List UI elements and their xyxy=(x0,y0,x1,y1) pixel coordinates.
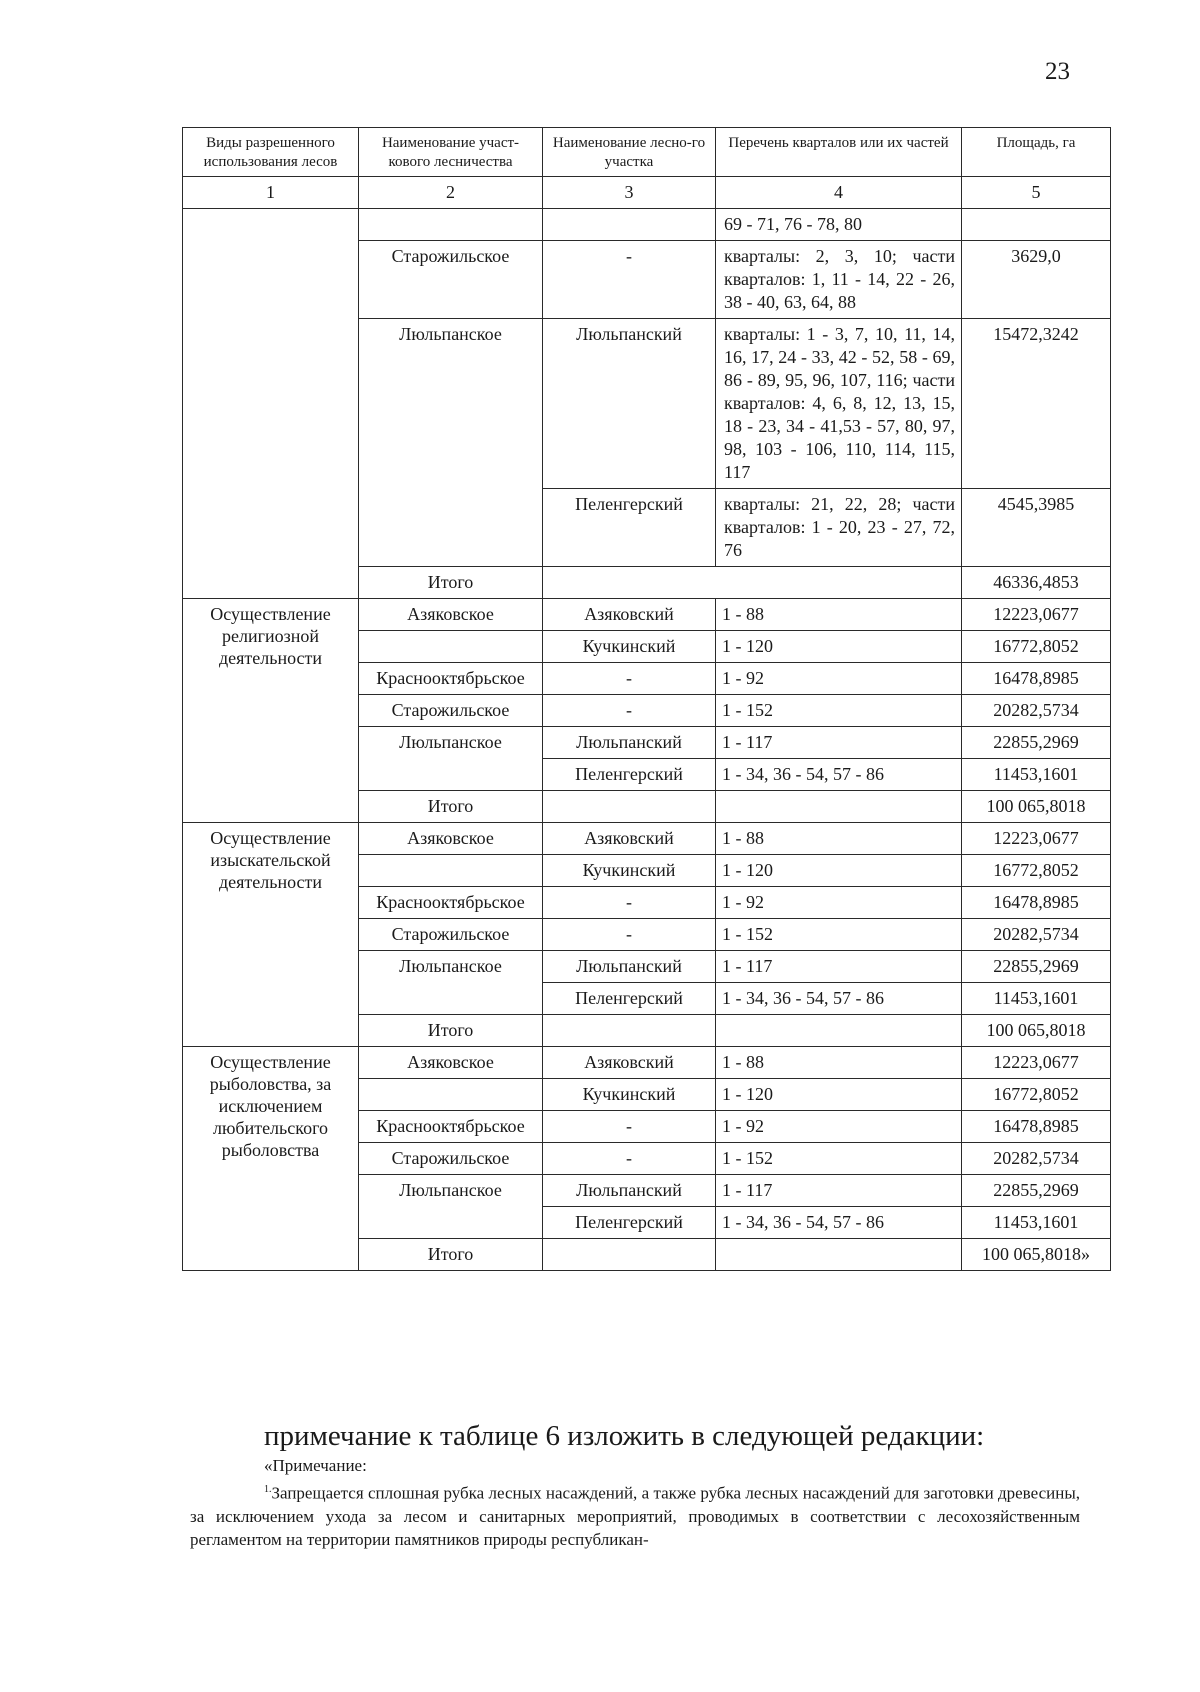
total-label: Итого xyxy=(359,567,543,599)
area-cell: 16478,8985 xyxy=(962,663,1111,695)
usage-cell-empty xyxy=(183,209,359,599)
plot-cell: Кучкинский xyxy=(543,855,716,887)
header-forestry: Наименование участ-кового лесничества xyxy=(359,128,543,177)
plot-cell: Пеленгерский xyxy=(543,983,716,1015)
quarters-cell: 1 - 117 xyxy=(716,1175,962,1207)
total-empty xyxy=(543,1239,716,1271)
quarters-cell: 1 - 152 xyxy=(716,695,962,727)
quarters-cell: 1 - 88 xyxy=(716,823,962,855)
total-area: 100 065,8018 xyxy=(962,791,1111,823)
total-label: Итого xyxy=(359,1239,543,1271)
header-area: Площадь, га xyxy=(962,128,1111,177)
plot-cell: Азяковский xyxy=(543,823,716,855)
area-cell: 16478,8985 xyxy=(962,1111,1111,1143)
table-row xyxy=(183,1047,1111,1079)
forestry-cell: Люльпанское xyxy=(359,727,543,791)
quarters-cell: кварталы: 1 - 3, 7, 10, 11, 14, 16, 17, 24 - 33, 42 - 52, 58 - 69, 86 - 89, 95, 96, 107, 116; части кварталов: 4, 6, 8, 12, 13, 15, 18 - 23, 34 - 41,53 - 57, 80, 97, 98, 103 - 106, 110, 114, 115, 117 xyxy=(716,319,962,489)
forestry-cell: Старожильское xyxy=(359,1143,543,1175)
usage-cell: Осуществление изыскательской деятельности xyxy=(183,823,359,1047)
quarters-cell: 69 - 71, 76 - 78, 80 xyxy=(716,209,962,241)
plot-cell: - xyxy=(543,1111,716,1143)
plot-cell: Люльпанский xyxy=(543,1175,716,1207)
area-cell: 16772,8052 xyxy=(962,855,1111,887)
forestry-cell: Краснооктябрьское xyxy=(359,887,543,919)
quarters-cell: 1 - 34, 36 - 54, 57 - 86 xyxy=(716,759,962,791)
column-number: 5 xyxy=(962,177,1111,209)
plot-cell: Кучкинский xyxy=(543,1079,716,1111)
quarters-cell: 1 - 120 xyxy=(716,855,962,887)
usage-cell: Осуществление религиозной деятельности xyxy=(183,599,359,823)
quarters-cell: 1 - 88 xyxy=(716,1047,962,1079)
forestry-cell: Старожильское xyxy=(359,919,543,951)
quarters-cell: 1 - 117 xyxy=(716,951,962,983)
plot-cell: Азяковский xyxy=(543,599,716,631)
forest-usage-table xyxy=(182,127,1111,1271)
quarters-cell: 1 - 34, 36 - 54, 57 - 86 xyxy=(716,1207,962,1239)
usage-cell: Осуществление рыболовства, за исключением любительского рыболовства xyxy=(183,1047,359,1271)
plot-cell: Пеленгерский xyxy=(543,1207,716,1239)
forestry-cell: Краснооктябрьское xyxy=(359,1111,543,1143)
quarters-cell: 1 - 120 xyxy=(716,631,962,663)
area-cell: 12223,0677 xyxy=(962,823,1111,855)
quarters-cell: кварталы: 21, 22, 28; части кварталов: 1 - 20, 23 - 27, 72, 76 xyxy=(716,489,962,567)
header-plot: Наименование лесно-го участка xyxy=(543,128,716,177)
total-label: Итого xyxy=(359,1015,543,1047)
quarters-cell: 1 - 92 xyxy=(716,663,962,695)
usage-groups xyxy=(183,599,1111,1271)
area-cell: 12223,0677 xyxy=(962,1047,1111,1079)
area-cell: 11453,1601 xyxy=(962,759,1111,791)
note-label: «Примечание: xyxy=(264,1456,367,1475)
plot-cell: - xyxy=(543,695,716,727)
column-number: 1 xyxy=(183,177,359,209)
area-cell: 16772,8052 xyxy=(962,631,1111,663)
forestry-cell: Краснооктябрьское xyxy=(359,663,543,695)
quarters-cell: 1 - 92 xyxy=(716,1111,962,1143)
quarters-cell: 1 - 120 xyxy=(716,1079,962,1111)
forestry-cell: Старожильское xyxy=(359,695,543,727)
plot-cell: - xyxy=(543,1143,716,1175)
area-cell: 20282,5734 xyxy=(962,919,1111,951)
forestry-cell-empty xyxy=(359,855,543,887)
total-empty xyxy=(543,791,716,823)
area-cell: 4545,3985 xyxy=(962,489,1111,567)
forestry-cell-empty xyxy=(359,631,543,663)
area-cell: 20282,5734 xyxy=(962,1143,1111,1175)
quarters-cell: 1 - 117 xyxy=(716,727,962,759)
plot-cell: - xyxy=(543,663,716,695)
plot-cell: - xyxy=(543,241,716,319)
total-label: Итого xyxy=(359,791,543,823)
table-header-row xyxy=(183,128,1111,177)
area-cell: 20282,5734 xyxy=(962,695,1111,727)
note-body: Запрещается сплошная рубка лесных насаждений, а также рубка лесных насаждений для заготовки древесины, за исключением ухода за лесом и санитарных мероприятий, проводимых в соответствии с лесохозяйственным регламентом на территории памятников природы республикан- xyxy=(190,1483,1080,1549)
quarters-cell: 1 - 152 xyxy=(716,1143,962,1175)
plot-cell: Люльпанский xyxy=(543,727,716,759)
total-empty xyxy=(716,1015,962,1047)
column-number-row xyxy=(183,177,1111,209)
forestry-cell xyxy=(359,209,543,241)
quarters-cell: 1 - 92 xyxy=(716,887,962,919)
total-area: 100 065,8018» xyxy=(962,1239,1111,1271)
area-cell: 22855,2969 xyxy=(962,1175,1111,1207)
plot-cell: - xyxy=(543,887,716,919)
total-area: 46336,4853 xyxy=(962,567,1111,599)
note-text xyxy=(190,1478,1080,1551)
table-row xyxy=(183,599,1111,631)
total-empty xyxy=(716,1239,962,1271)
footnote-marker: 1. xyxy=(264,1484,272,1495)
total-empty xyxy=(543,567,962,599)
column-number: 4 xyxy=(716,177,962,209)
table-row xyxy=(183,823,1111,855)
note-heading: примечание к таблице 6 изложить в следующей редакции: xyxy=(264,1420,985,1452)
page-number: 23 xyxy=(1045,58,1070,85)
total-empty xyxy=(543,1015,716,1047)
column-number: 3 xyxy=(543,177,716,209)
forestry-cell: Азяковское xyxy=(359,599,543,631)
header-usage: Виды разрешенного использования лесов xyxy=(183,128,359,177)
quarters-cell: кварталы: 2, 3, 10; части кварталов: 1, 11 - 14, 22 - 26, 38 - 40, 63, 64, 88 xyxy=(716,241,962,319)
area-cell: 15472,3242 xyxy=(962,319,1111,489)
plot-cell: Азяковский xyxy=(543,1047,716,1079)
plot-cell: Пеленгерский xyxy=(543,489,716,567)
forestry-cell: Люльпанское xyxy=(359,1175,543,1239)
quarters-cell: 1 - 152 xyxy=(716,919,962,951)
area-cell: 16772,8052 xyxy=(962,1079,1111,1111)
forestry-cell-empty xyxy=(359,1079,543,1111)
area-cell: 22855,2969 xyxy=(962,951,1111,983)
plot-cell: Кучкинский xyxy=(543,631,716,663)
header-quarters: Перечень кварталов или их частей xyxy=(716,128,962,177)
quarters-cell: 1 - 88 xyxy=(716,599,962,631)
area-cell: 12223,0677 xyxy=(962,599,1111,631)
area-cell: 3629,0 xyxy=(962,241,1111,319)
forestry-cell: Азяковское xyxy=(359,823,543,855)
plot-cell: Люльпанский xyxy=(543,319,716,489)
plot-cell: - xyxy=(543,919,716,951)
forestry-cell: Люльпанское xyxy=(359,319,543,567)
total-area: 100 065,8018 xyxy=(962,1015,1111,1047)
plot-cell xyxy=(543,209,716,241)
area-cell: 11453,1601 xyxy=(962,983,1111,1015)
forestry-cell: Старожильское xyxy=(359,241,543,319)
area-cell: 11453,1601 xyxy=(962,1207,1111,1239)
area-cell: 22855,2969 xyxy=(962,727,1111,759)
plot-cell: Люльпанский xyxy=(543,951,716,983)
quarters-cell: 1 - 34, 36 - 54, 57 - 86 xyxy=(716,983,962,1015)
plot-cell: Пеленгерский xyxy=(543,759,716,791)
table-row xyxy=(183,209,1111,241)
area-cell: 16478,8985 xyxy=(962,887,1111,919)
area-cell xyxy=(962,209,1111,241)
forestry-cell: Азяковское xyxy=(359,1047,543,1079)
forestry-cell: Люльпанское xyxy=(359,951,543,1015)
column-number: 2 xyxy=(359,177,543,209)
total-empty xyxy=(716,791,962,823)
